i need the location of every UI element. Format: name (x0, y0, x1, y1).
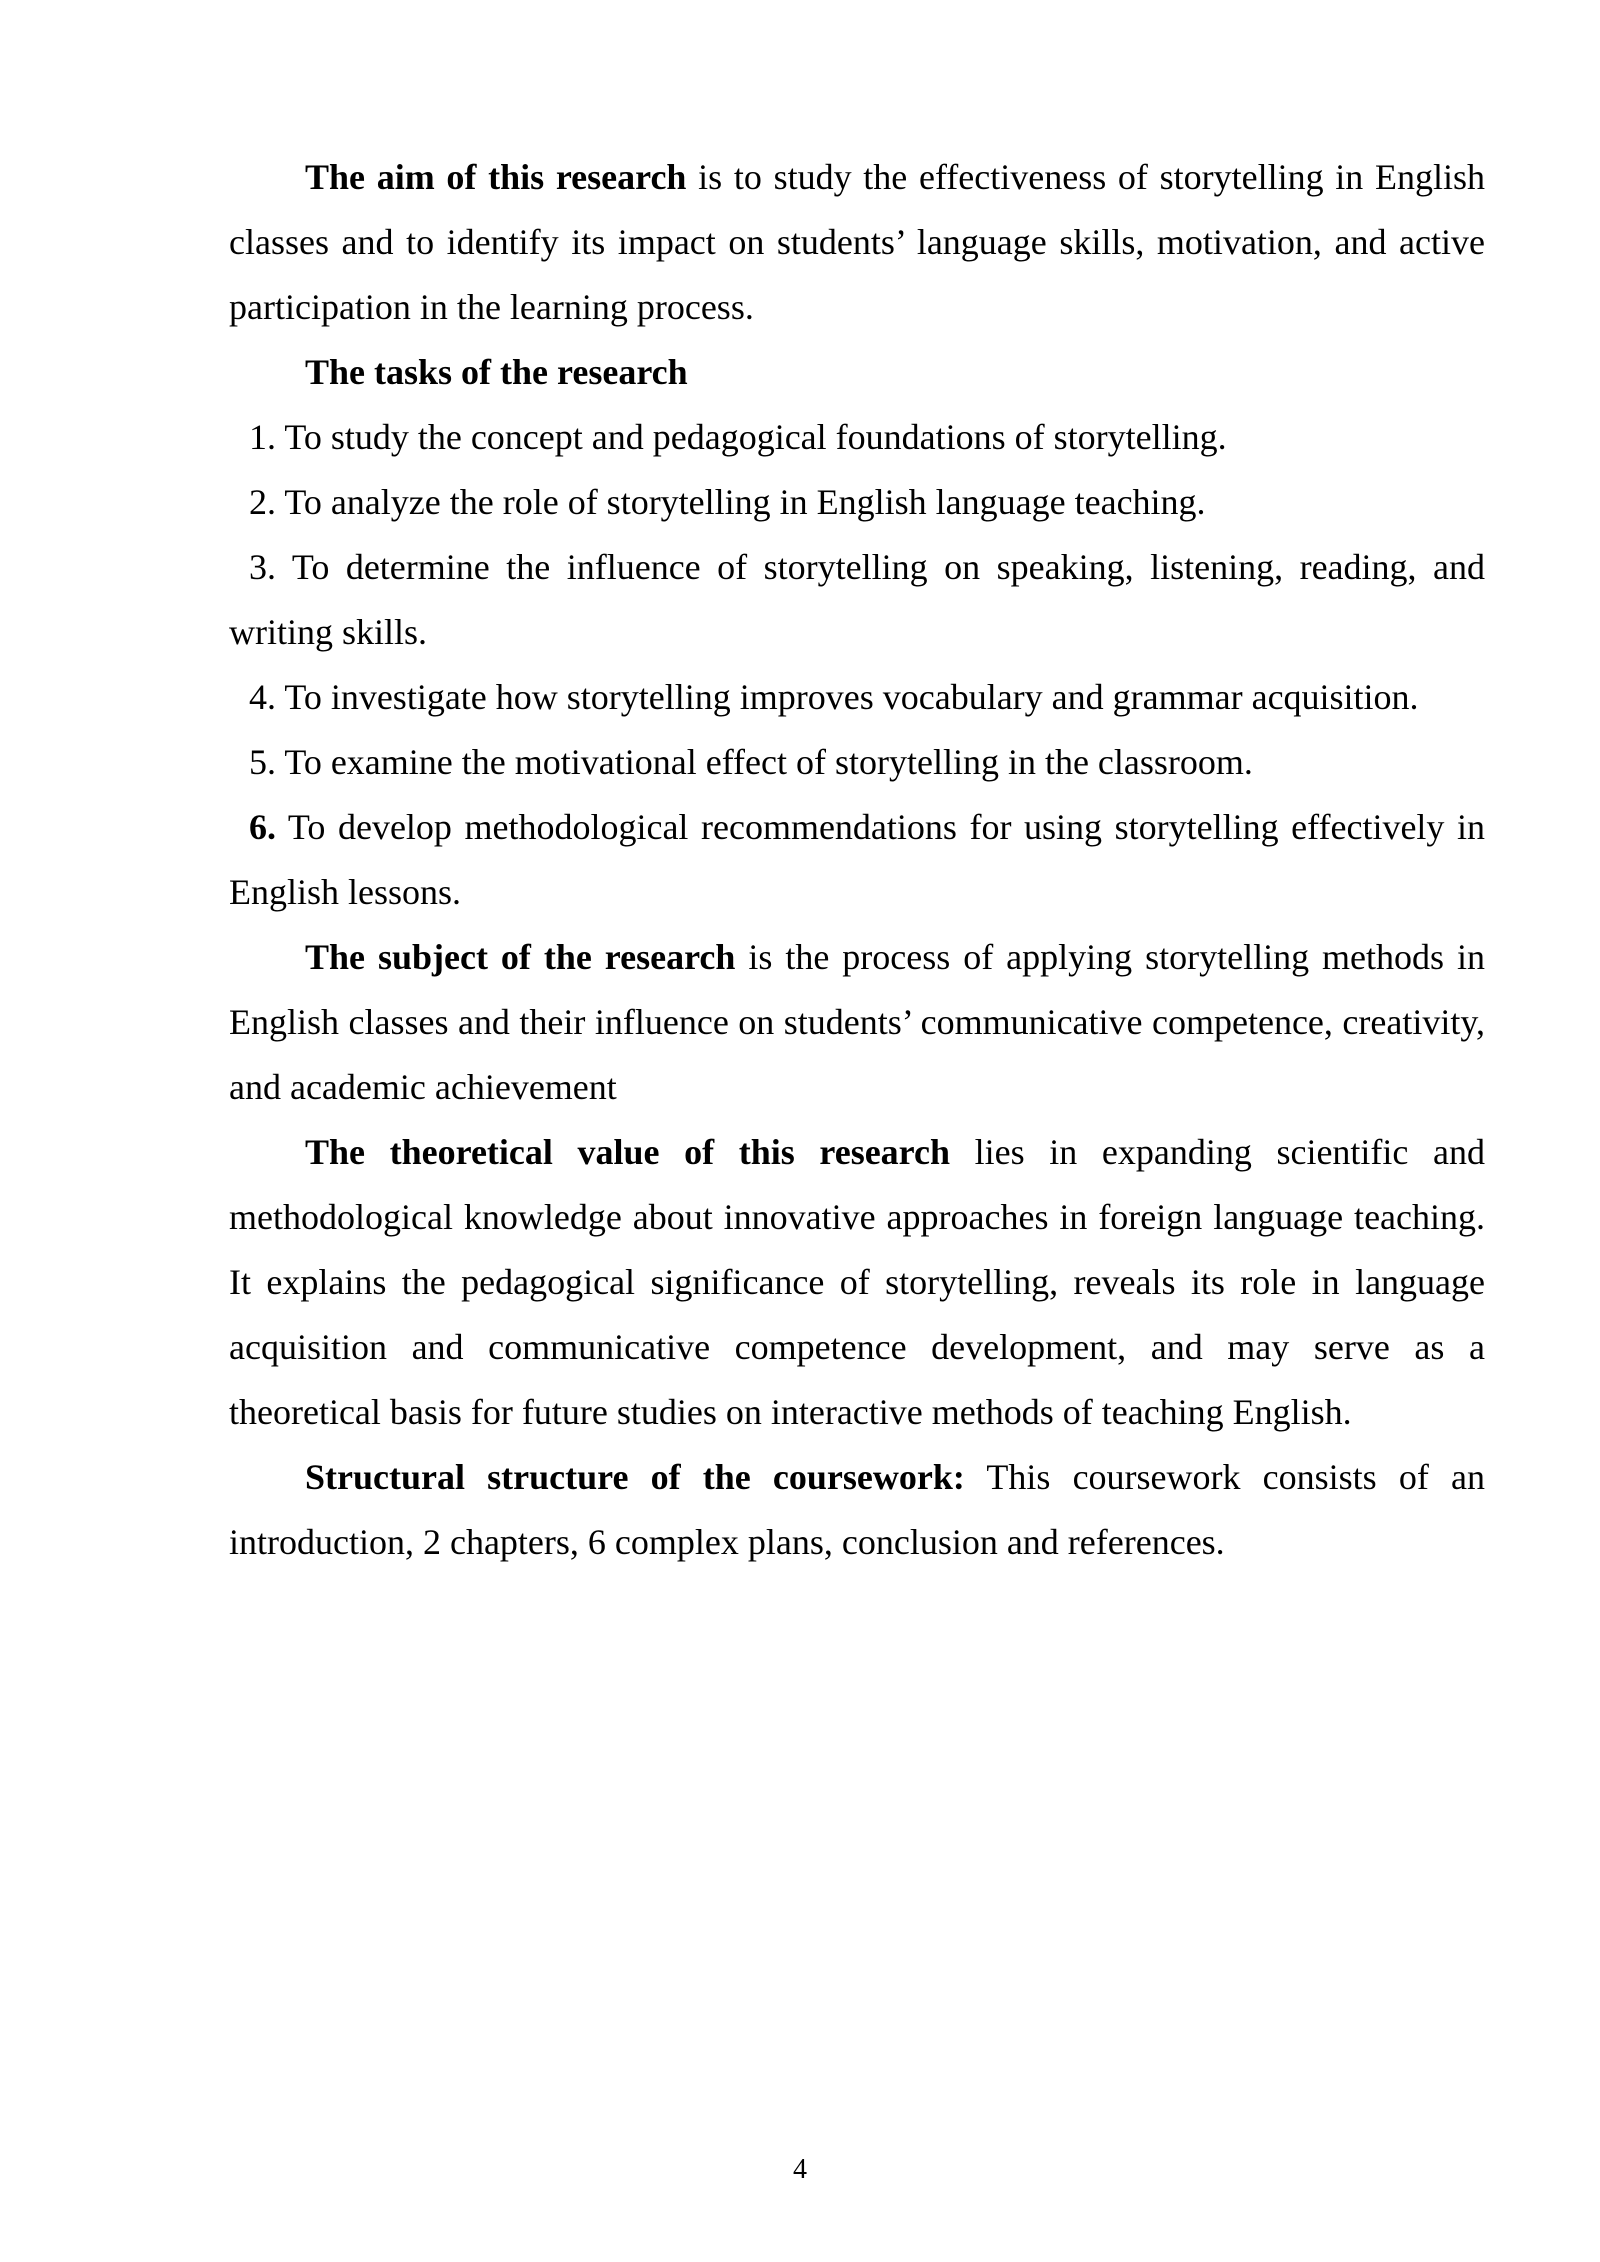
task-number: 4. (249, 677, 276, 717)
aim-lead: The aim of this research (305, 157, 687, 197)
page-body (229, 145, 1485, 1575)
task-item-2 (229, 470, 1485, 535)
task-number: 2. (249, 482, 276, 522)
subject-text: is the process of applying storytelling methods in English classes and their influence on students’ communicative competence, creativity, and academic achievement (229, 937, 1485, 1107)
aim-paragraph (229, 145, 1485, 340)
task-text: To investigate how storytelling improves vocabulary and grammar acquisition. (276, 677, 1419, 717)
task-text: To determine the influence of storytelling on speaking, listening, reading, and writing skills. (229, 547, 1485, 652)
structure-paragraph (229, 1445, 1485, 1575)
theoretical-lead: The theoretical value of this research (305, 1132, 951, 1172)
subject-paragraph (229, 925, 1485, 1120)
task-text: To study the concept and pedagogical foundations of storytelling. (276, 417, 1227, 457)
task-item-3 (229, 535, 1485, 665)
task-item-4 (229, 665, 1485, 730)
task-text: To develop methodological recommendations for using storytelling effectively in English lessons. (229, 807, 1485, 912)
task-number: 1. (249, 417, 276, 457)
structure-lead: Structural structure of the coursework: (305, 1457, 965, 1497)
subject-lead: The subject of the research (305, 937, 736, 977)
theoretical-text: lies in expanding scientific and methodological knowledge about innovative approaches in foreign language teaching. It explains the pedagogical significance of storytelling, reveals its role in language acquisition and communicative competence development, and may serve as a theoretical basis for future studies on interactive methods of teaching English. (229, 1132, 1485, 1432)
task-item-1 (229, 405, 1485, 470)
task-text: To analyze the role of storytelling in English language teaching. (276, 482, 1206, 522)
theoretical-value-paragraph (229, 1120, 1485, 1445)
task-number: 5. (249, 742, 276, 782)
structure-text: This coursework consists of an introduction, 2 chapters, 6 complex plans, conclusion and references. (229, 1457, 1485, 1562)
page-number: 4 (793, 2154, 807, 2185)
tasks-heading: The tasks of the research (305, 352, 688, 392)
aim-text: is to study the effectiveness of storytelling in English classes and to identify its impact on students’ language skills, motivation, and active participation in the learning process. (229, 157, 1485, 327)
task-number: 6. (249, 807, 276, 847)
task-item-5 (229, 730, 1485, 795)
task-item-6 (229, 795, 1485, 925)
task-number: 3. (249, 547, 276, 587)
task-text: To examine the motivational effect of storytelling in the classroom. (276, 742, 1253, 782)
